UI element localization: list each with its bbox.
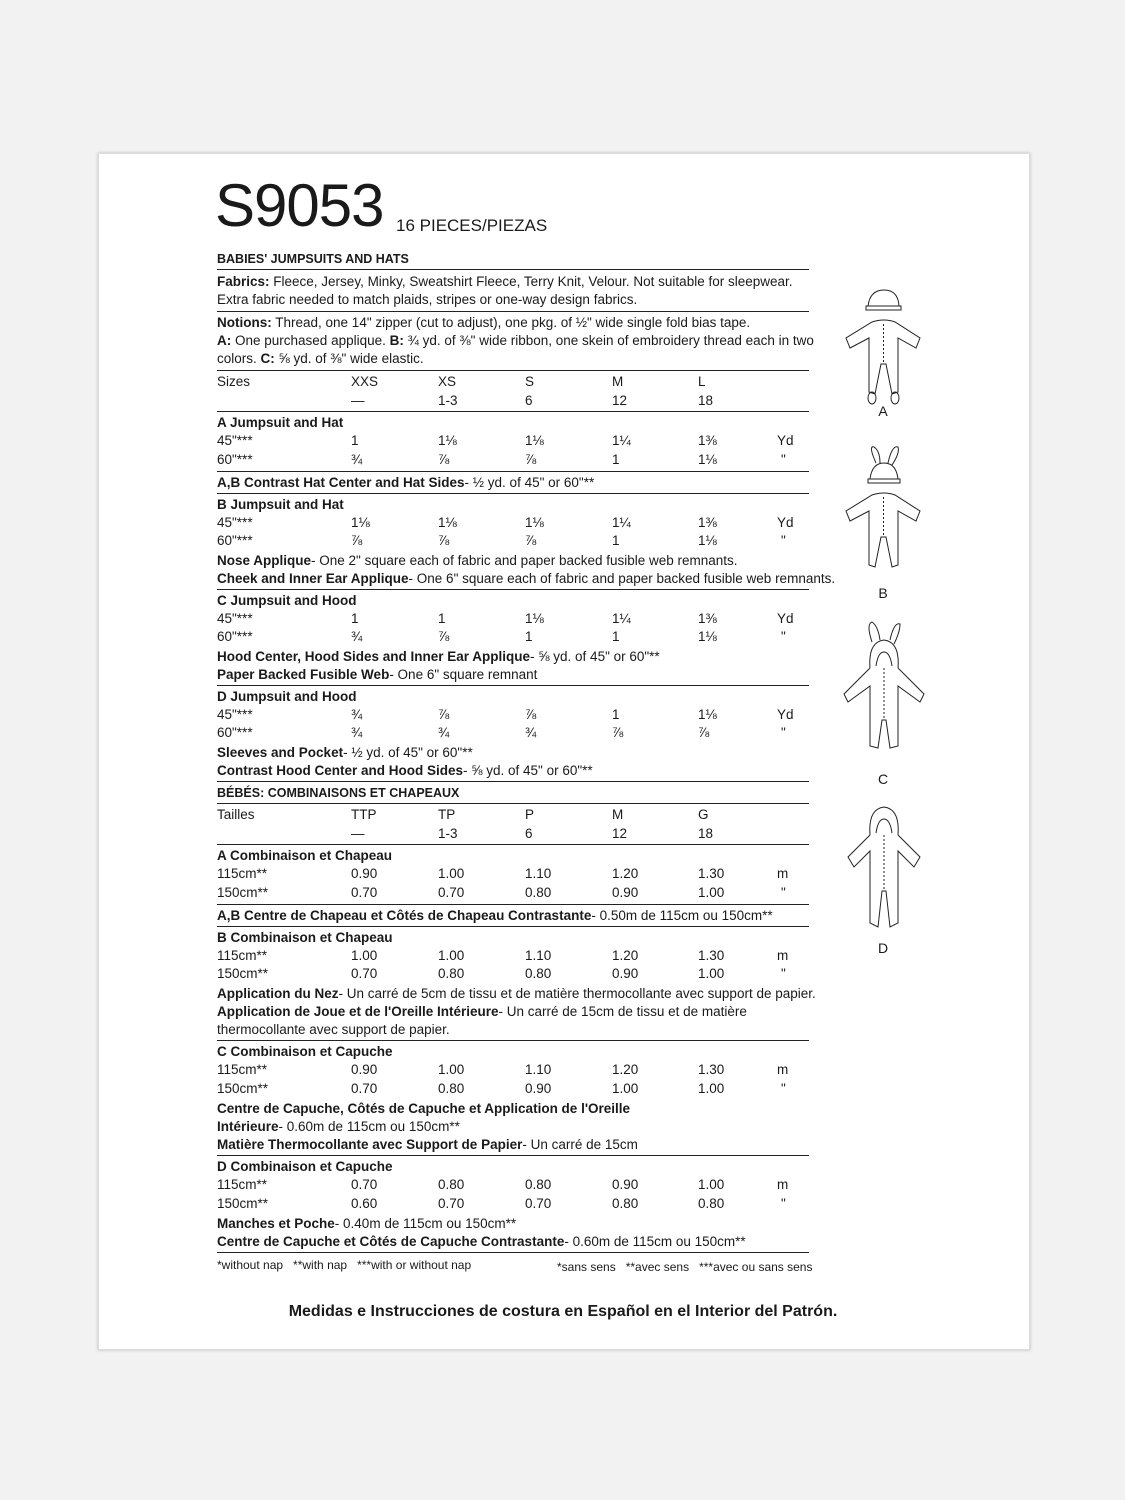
divider <box>217 1155 809 1156</box>
matiere-line: Matière Thermocollante avec Support de Papier- Un carré de 15cm <box>217 1137 638 1152</box>
sleeves-line: Sleeves and Pocket- ½ yd. of 45" or 60"** <box>217 745 473 760</box>
yardage-row: 45"*** ¾ ⅞ ⅞ 1 1⅛ Yd <box>217 707 794 722</box>
ab-contrast-line: A,B Contrast Hat Center and Hat Sides- ½ yd. of 45" or 60"** <box>217 475 595 490</box>
capuche-line-1: Centre de Capuche, Côtés de Capuche et Application de l'Oreille <box>217 1101 631 1116</box>
tailles-header: Tailles TTP TP P M G <box>217 807 709 822</box>
divider <box>217 1252 809 1253</box>
figure-label-d: D <box>877 940 889 956</box>
sizes-subheader: — 1-3 6 12 18 <box>351 393 714 408</box>
cheek-applique-line: Cheek and Inner Ear Applique- One 6" square each of fabric and paper backed fusible web remnants. <box>217 571 836 586</box>
pattern-code: S9053 <box>215 172 384 239</box>
view-d-title: D Jumpsuit and Hood <box>217 689 357 704</box>
vue-a-title: A Combinaison et Chapeau <box>217 848 393 863</box>
spanish-instructions-note: Medidas e Instrucciones de costura en Español en el Interior del Patrón. <box>288 1303 838 1320</box>
divider <box>217 370 809 371</box>
divider <box>217 904 809 905</box>
nose-applique-line: Nose Applique- One 2" square each of fabric and paper backed fusible web remnants. <box>217 553 738 568</box>
piece-count: 16 PIECES/PIEZAS <box>396 216 548 235</box>
centre-capuche-line: Centre de Capuche et Côtés de Capuche Contrastante- 0.60m de 115cm ou 150cm** <box>217 1234 746 1249</box>
nez-line: Application du Nez- Un carré de 5cm de tissu et de matière thermocollante avec support de papier. <box>217 986 816 1001</box>
yardage-row: 60"*** ¾ ⅞ ⅞ 1 1⅛ " <box>217 452 786 467</box>
view-b-jumpsuit-illustration <box>832 445 930 585</box>
metrage-row: 150cm** 0.60 0.70 0.70 0.80 0.80 " <box>217 1196 786 1211</box>
hood-line: Hood Center, Hood Sides and Inner Ear Applique- ⅝ yd. of 45" or 60"** <box>217 649 660 664</box>
divider <box>217 493 809 494</box>
metrage-row: 115cm** 0.70 0.80 0.80 0.90 1.00 m <box>217 1177 789 1192</box>
divider <box>217 844 809 845</box>
figure-label-c: C <box>877 771 889 787</box>
yardage-row: 60"*** ¾ ⅞ 1 1 1⅛ " <box>217 629 786 644</box>
metrage-row: 150cm** 0.70 0.70 0.80 0.90 1.00 " <box>217 885 786 900</box>
paper-backed-line: Paper Backed Fusible Web- One 6" square remnant <box>217 667 538 682</box>
view-c-title: C Jumpsuit and Hood <box>217 593 357 608</box>
fabrics-line-1: Fabrics: Fleece, Jersey, Minky, Sweatshirt Fleece, Terry Knit, Velour. Not suitable for sleepwear. <box>217 274 793 289</box>
divider <box>217 781 809 782</box>
view-a-jumpsuit-illustration <box>832 280 930 420</box>
metrage-row: 150cm** 0.70 0.80 0.80 0.90 1.00 " <box>217 966 786 981</box>
joue-line-2: thermocollante avec support de papier. <box>217 1022 450 1037</box>
view-a-title: A Jumpsuit and Hat <box>217 415 344 430</box>
notions-line-3: colors. C: ⅝ yd. of ⅜" wide elastic. <box>217 351 424 366</box>
capuche-line-2: Intérieure- 0.60m de 115cm ou 150cm** <box>217 1119 460 1134</box>
divider <box>217 311 809 312</box>
divider <box>217 803 809 804</box>
manches-line: Manches et Poche- 0.40m de 115cm ou 150cm** <box>217 1216 517 1231</box>
metrage-row: 115cm** 0.90 1.00 1.10 1.20 1.30 m <box>217 1062 789 1077</box>
divider <box>217 926 809 927</box>
view-b-title: B Jumpsuit and Hat <box>217 497 344 512</box>
vue-c-title: C Combinaison et Capuche <box>217 1044 393 1059</box>
footnotes-en: *without nap **with nap ***with or without nap <box>217 1258 472 1272</box>
notions-line-1: Notions: Thread, one 14" zipper (cut to adjust), one pkg. of ½" wide single fold bias tape. <box>217 315 751 330</box>
yardage-row: 45"*** 1 1 1⅛ 1¼ 1⅜ Yd <box>217 611 794 626</box>
view-c-jumpsuit-illustration <box>832 620 930 770</box>
fabrics-line-2: Extra fabric needed to match plaids, stripes or one-way design fabrics. <box>217 292 638 307</box>
divider <box>217 589 809 590</box>
divider <box>217 269 809 270</box>
section-title-en: BABIES' JUMPSUITS AND HATS <box>217 252 409 266</box>
tailles-subheader: — 1-3 6 12 18 <box>351 826 714 841</box>
yardage-row: 60"*** ⅞ ⅞ ⅞ 1 1⅛ " <box>217 533 786 548</box>
divider <box>217 471 809 472</box>
figure-label-a: A <box>878 403 888 419</box>
figure-label-b: B <box>878 585 888 601</box>
yardage-row: 45"*** 1⅛ 1⅛ 1⅛ 1¼ 1⅜ Yd <box>217 515 794 530</box>
yardage-row: 60"*** ¾ ¾ ¾ ⅞ ⅞ " <box>217 725 786 740</box>
vue-b-title: B Combinaison et Chapeau <box>217 930 393 945</box>
joue-line-1: Application de Joue et de l'Oreille Intérieure- Un carré de 15cm de tissu et de matière <box>217 1004 747 1019</box>
metrage-row: 115cm** 1.00 1.00 1.10 1.20 1.30 m <box>217 948 789 963</box>
metrage-row: 150cm** 0.70 0.80 0.90 1.00 1.00 " <box>217 1081 786 1096</box>
contrast-hood-line: Contrast Hood Center and Hood Sides- ⅝ yd. of 45" or 60"** <box>217 763 593 778</box>
vue-d-title: D Combinaison et Capuche <box>217 1159 393 1174</box>
divider <box>217 411 809 412</box>
metrage-row: 115cm** 0.90 1.00 1.10 1.20 1.30 m <box>217 866 789 881</box>
divider <box>217 1040 809 1041</box>
yardage-row: 45"*** 1 1⅛ 1⅛ 1¼ 1⅜ Yd <box>217 433 794 448</box>
notions-line-2: A: One purchased applique. B: ¾ yd. of ⅜" wide ribbon, one skein of embroidery thread each in two <box>217 333 814 348</box>
sizes-header: Sizes XXS XS S M L <box>217 374 706 389</box>
ab-contraste-line: A,B Centre de Chapeau et Côtés de Chapeau Contrastante- 0.50m de 115cm ou 150cm** <box>217 908 773 923</box>
divider <box>217 685 809 686</box>
section-title-fr: BÉBÉS: COMBINAISONS ET CHAPEAUX <box>217 786 460 800</box>
footnotes-fr: *sans sens **avec sens ***avec ou sans sens <box>557 1260 813 1274</box>
view-d-jumpsuit-illustration <box>832 805 930 945</box>
